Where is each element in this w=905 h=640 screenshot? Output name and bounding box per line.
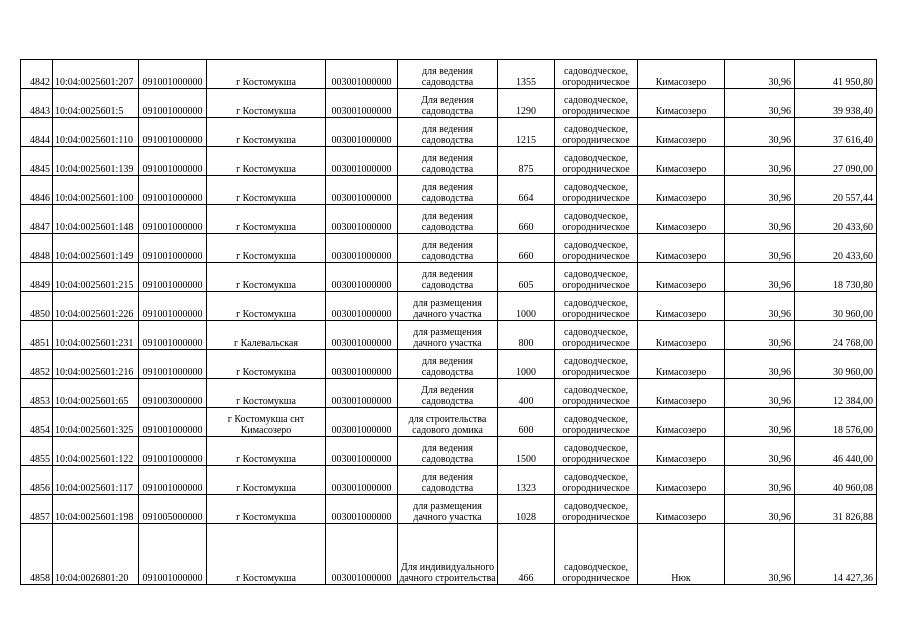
area-cell: 1355	[498, 60, 555, 89]
oktmo-code-cell: 003001000000	[326, 89, 398, 118]
cadastral-number-cell: 10:04:0025601:149	[53, 234, 139, 263]
permitted-use-cell: для строительства садового домика	[398, 408, 498, 437]
cadastral-number-cell: 10:04:0025601:231	[53, 321, 139, 350]
table-row	[21, 466, 877, 495]
row-number-cell: 4848	[21, 234, 53, 263]
oktmo-code-cell: 003001000000	[326, 350, 398, 379]
row-number-cell: 4849	[21, 263, 53, 292]
cadastral-number-cell: 10:04:0025601:216	[53, 350, 139, 379]
table-row	[21, 234, 877, 263]
category-cell: садоводческое, огородническое	[555, 118, 638, 147]
row-number-cell: 4846	[21, 176, 53, 205]
settlement-cell: г Костомукша	[207, 524, 326, 585]
area-cell: 800	[498, 321, 555, 350]
location-cell: Кимасозеро	[638, 350, 725, 379]
okato-code-cell: 091001000000	[139, 524, 207, 585]
specific-value-cell: 30,96	[725, 89, 795, 118]
okato-code-cell: 091001000000	[139, 147, 207, 176]
okato-code-cell: 091001000000	[139, 89, 207, 118]
table-row	[21, 408, 877, 437]
settlement-cell: г Костомукша	[207, 89, 326, 118]
row-number-cell: 4844	[21, 118, 53, 147]
table-row	[21, 118, 877, 147]
oktmo-code-cell: 003001000000	[326, 379, 398, 408]
area-cell: 1028	[498, 495, 555, 524]
category-cell: садоводческое, огородническое	[555, 350, 638, 379]
category-cell: садоводческое, огородническое	[555, 292, 638, 321]
row-number-cell: 4851	[21, 321, 53, 350]
oktmo-code-cell: 003001000000	[326, 205, 398, 234]
settlement-cell: г Костомукша снт Кимасозеро	[207, 408, 326, 437]
oktmo-code-cell: 003001000000	[326, 321, 398, 350]
cadastral-value-cell: 18 730,80	[795, 263, 877, 292]
location-cell: Кимасозеро	[638, 263, 725, 292]
table-row	[21, 524, 877, 585]
location-cell: Нюк	[638, 524, 725, 585]
permitted-use-cell: для ведения садоводства	[398, 176, 498, 205]
cadastral-value-cell: 46 440,00	[795, 437, 877, 466]
settlement-cell: г Костомукша	[207, 60, 326, 89]
permitted-use-cell: для ведения садоводства	[398, 205, 498, 234]
permitted-use-cell: для ведения садоводства	[398, 437, 498, 466]
permitted-use-cell: для размещения дачного участка	[398, 495, 498, 524]
settlement-cell: г Костомукша	[207, 263, 326, 292]
okato-code-cell: 091001000000	[139, 408, 207, 437]
row-number-cell: 4847	[21, 205, 53, 234]
oktmo-code-cell: 003001000000	[326, 118, 398, 147]
table-row	[21, 437, 877, 466]
area-cell: 1323	[498, 466, 555, 495]
specific-value-cell: 30,96	[725, 321, 795, 350]
cadastral-number-cell: 10:04:0025601:226	[53, 292, 139, 321]
location-cell: Кимасозеро	[638, 408, 725, 437]
okato-code-cell: 091001000000	[139, 60, 207, 89]
category-cell: садоводческое, огородническое	[555, 408, 638, 437]
okato-code-cell: 091001000000	[139, 234, 207, 263]
settlement-cell: г Костомукша	[207, 350, 326, 379]
table-body	[21, 60, 877, 585]
table-row	[21, 176, 877, 205]
settlement-cell: г Костомукша	[207, 205, 326, 234]
cadastral-value-cell: 27 090,00	[795, 147, 877, 176]
table-row	[21, 495, 877, 524]
okato-code-cell: 091001000000	[139, 350, 207, 379]
permitted-use-cell: для размещения дачного участка	[398, 321, 498, 350]
cadastral-value-cell: 18 576,00	[795, 408, 877, 437]
cadastral-value-cell: 20 433,60	[795, 205, 877, 234]
cadastral-value-cell: 37 616,40	[795, 118, 877, 147]
cadastral-value-cell: 30 960,00	[795, 292, 877, 321]
location-cell: Кимасозеро	[638, 495, 725, 524]
okato-code-cell: 091001000000	[139, 263, 207, 292]
location-cell: Кимасозеро	[638, 466, 725, 495]
okato-code-cell: 091005000000	[139, 495, 207, 524]
settlement-cell: г Костомукша	[207, 292, 326, 321]
cadastral-value-cell: 31 826,88	[795, 495, 877, 524]
location-cell: Кимасозеро	[638, 234, 725, 263]
cadastral-number-cell: 10:04:0025601:148	[53, 205, 139, 234]
permitted-use-cell: для ведения садоводства	[398, 118, 498, 147]
area-cell: 1000	[498, 350, 555, 379]
row-number-cell: 4858	[21, 524, 53, 585]
okato-code-cell: 091001000000	[139, 321, 207, 350]
area-cell: 605	[498, 263, 555, 292]
location-cell: Кимасозеро	[638, 176, 725, 205]
settlement-cell: г Калевальская	[207, 321, 326, 350]
category-cell: садоводческое, огородническое	[555, 147, 638, 176]
specific-value-cell: 30,96	[725, 350, 795, 379]
specific-value-cell: 30,96	[725, 205, 795, 234]
table-row	[21, 205, 877, 234]
oktmo-code-cell: 003001000000	[326, 292, 398, 321]
settlement-cell: г Костомукша	[207, 495, 326, 524]
oktmo-code-cell: 003001000000	[326, 263, 398, 292]
cadastral-value-cell: 41 950,80	[795, 60, 877, 89]
oktmo-code-cell: 003001000000	[326, 524, 398, 585]
table-row	[21, 321, 877, 350]
okato-code-cell: 091001000000	[139, 118, 207, 147]
row-number-cell: 4856	[21, 466, 53, 495]
category-cell: садоводческое, огородническое	[555, 495, 638, 524]
specific-value-cell: 30,96	[725, 176, 795, 205]
cadastral-number-cell: 10:04:0025601:110	[53, 118, 139, 147]
category-cell: садоводческое, огородническое	[555, 263, 638, 292]
permitted-use-cell: для ведения садоводства	[398, 60, 498, 89]
row-number-cell: 4854	[21, 408, 53, 437]
cadastral-number-cell: 10:04:0025601:100	[53, 176, 139, 205]
permitted-use-cell: Для индивидуального дачного строительства	[398, 524, 498, 585]
category-cell: садоводческое, огородническое	[555, 60, 638, 89]
cadastral-number-cell: 10:04:0025601:117	[53, 466, 139, 495]
oktmo-code-cell: 003001000000	[326, 147, 398, 176]
permitted-use-cell: Для ведения садоводства	[398, 89, 498, 118]
table-row	[21, 89, 877, 118]
okato-code-cell: 091001000000	[139, 176, 207, 205]
area-cell: 875	[498, 147, 555, 176]
category-cell: садоводческое, огородническое	[555, 524, 638, 585]
row-number-cell: 4853	[21, 379, 53, 408]
specific-value-cell: 30,96	[725, 495, 795, 524]
specific-value-cell: 30,96	[725, 234, 795, 263]
settlement-cell: г Костомукша	[207, 466, 326, 495]
permitted-use-cell: для ведения садоводства	[398, 466, 498, 495]
settlement-cell: г Костомукша	[207, 147, 326, 176]
row-number-cell: 4845	[21, 147, 53, 176]
row-number-cell: 4843	[21, 89, 53, 118]
specific-value-cell: 30,96	[725, 118, 795, 147]
permitted-use-cell: для размещения дачного участка	[398, 292, 498, 321]
cadastral-value-cell: 24 768,00	[795, 321, 877, 350]
cadastral-number-cell: 10:04:0025601:65	[53, 379, 139, 408]
permitted-use-cell: для ведения садоводства	[398, 234, 498, 263]
row-number-cell: 4850	[21, 292, 53, 321]
location-cell: Кимасозеро	[638, 147, 725, 176]
table-row	[21, 263, 877, 292]
category-cell: садоводческое, огородническое	[555, 379, 638, 408]
location-cell: Кимасозеро	[638, 437, 725, 466]
row-number-cell: 4857	[21, 495, 53, 524]
specific-value-cell: 30,96	[725, 466, 795, 495]
permitted-use-cell: Для ведения садоводства	[398, 379, 498, 408]
oktmo-code-cell: 003001000000	[326, 466, 398, 495]
cadastral-value-cell: 20 557,44	[795, 176, 877, 205]
cadastral-number-cell: 10:04:0025601:5	[53, 89, 139, 118]
category-cell: садоводческое, огородническое	[555, 234, 638, 263]
location-cell: Кимасозеро	[638, 205, 725, 234]
cadastral-value-cell: 12 384,00	[795, 379, 877, 408]
category-cell: садоводческое, огородническое	[555, 205, 638, 234]
cadastral-value-cell: 14 427,36	[795, 524, 877, 585]
area-cell: 1290	[498, 89, 555, 118]
specific-value-cell: 30,96	[725, 292, 795, 321]
cadastral-number-cell: 10:04:0025601:325	[53, 408, 139, 437]
area-cell: 660	[498, 234, 555, 263]
cadastral-value-cell: 30 960,00	[795, 350, 877, 379]
table-row	[21, 292, 877, 321]
okato-code-cell: 091003000000	[139, 379, 207, 408]
specific-value-cell: 30,96	[725, 147, 795, 176]
settlement-cell: г Костомукша	[207, 176, 326, 205]
okato-code-cell: 091001000000	[139, 292, 207, 321]
okato-code-cell: 091001000000	[139, 466, 207, 495]
okato-code-cell: 091001000000	[139, 437, 207, 466]
area-cell: 660	[498, 205, 555, 234]
area-cell: 600	[498, 408, 555, 437]
oktmo-code-cell: 003001000000	[326, 408, 398, 437]
table-row	[21, 147, 877, 176]
cadastral-number-cell: 10:04:0025601:207	[53, 60, 139, 89]
area-cell: 466	[498, 524, 555, 585]
permitted-use-cell: для ведения садоводства	[398, 350, 498, 379]
location-cell: Кимасозеро	[638, 321, 725, 350]
okato-code-cell: 091001000000	[139, 205, 207, 234]
cadastral-number-cell: 10:04:0025601:122	[53, 437, 139, 466]
specific-value-cell: 30,96	[725, 408, 795, 437]
oktmo-code-cell: 003001000000	[326, 60, 398, 89]
specific-value-cell: 30,96	[725, 60, 795, 89]
area-cell: 1000	[498, 292, 555, 321]
table-row	[21, 60, 877, 89]
area-cell: 1500	[498, 437, 555, 466]
settlement-cell: г Костомукша	[207, 379, 326, 408]
category-cell: садоводческое, огородническое	[555, 437, 638, 466]
category-cell: садоводческое, огородническое	[555, 89, 638, 118]
table-row	[21, 350, 877, 379]
settlement-cell: г Костомукша	[207, 118, 326, 147]
oktmo-code-cell: 003001000000	[326, 234, 398, 263]
location-cell: Кимасозеро	[638, 118, 725, 147]
category-cell: садоводческое, огородническое	[555, 176, 638, 205]
location-cell: Кимасозеро	[638, 60, 725, 89]
cadastral-number-cell: 10:04:0026801:20	[53, 524, 139, 585]
area-cell: 664	[498, 176, 555, 205]
area-cell: 400	[498, 379, 555, 408]
specific-value-cell: 30,96	[725, 524, 795, 585]
cadastral-number-cell: 10:04:0025601:215	[53, 263, 139, 292]
oktmo-code-cell: 003001000000	[326, 176, 398, 205]
location-cell: Кимасозеро	[638, 379, 725, 408]
specific-value-cell: 30,96	[725, 263, 795, 292]
permitted-use-cell: для ведения садоводства	[398, 263, 498, 292]
permitted-use-cell: для ведения садоводства	[398, 147, 498, 176]
cadastral-value-cell: 39 938,40	[795, 89, 877, 118]
oktmo-code-cell: 003001000000	[326, 495, 398, 524]
table-row	[21, 379, 877, 408]
cadastral-number-cell: 10:04:0025601:198	[53, 495, 139, 524]
land-parcel-table	[20, 59, 877, 585]
location-cell: Кимасозеро	[638, 292, 725, 321]
cadastral-value-cell: 40 960,08	[795, 466, 877, 495]
oktmo-code-cell: 003001000000	[326, 437, 398, 466]
category-cell: садоводческое, огородническое	[555, 466, 638, 495]
location-cell: Кимасозеро	[638, 89, 725, 118]
cadastral-number-cell: 10:04:0025601:139	[53, 147, 139, 176]
row-number-cell: 4855	[21, 437, 53, 466]
specific-value-cell: 30,96	[725, 437, 795, 466]
row-number-cell: 4852	[21, 350, 53, 379]
settlement-cell: г Костомукша	[207, 437, 326, 466]
row-number-cell: 4842	[21, 60, 53, 89]
cadastral-value-cell: 20 433,60	[795, 234, 877, 263]
category-cell: садоводческое, огородническое	[555, 321, 638, 350]
settlement-cell: г Костомукша	[207, 234, 326, 263]
area-cell: 1215	[498, 118, 555, 147]
specific-value-cell: 30,96	[725, 379, 795, 408]
